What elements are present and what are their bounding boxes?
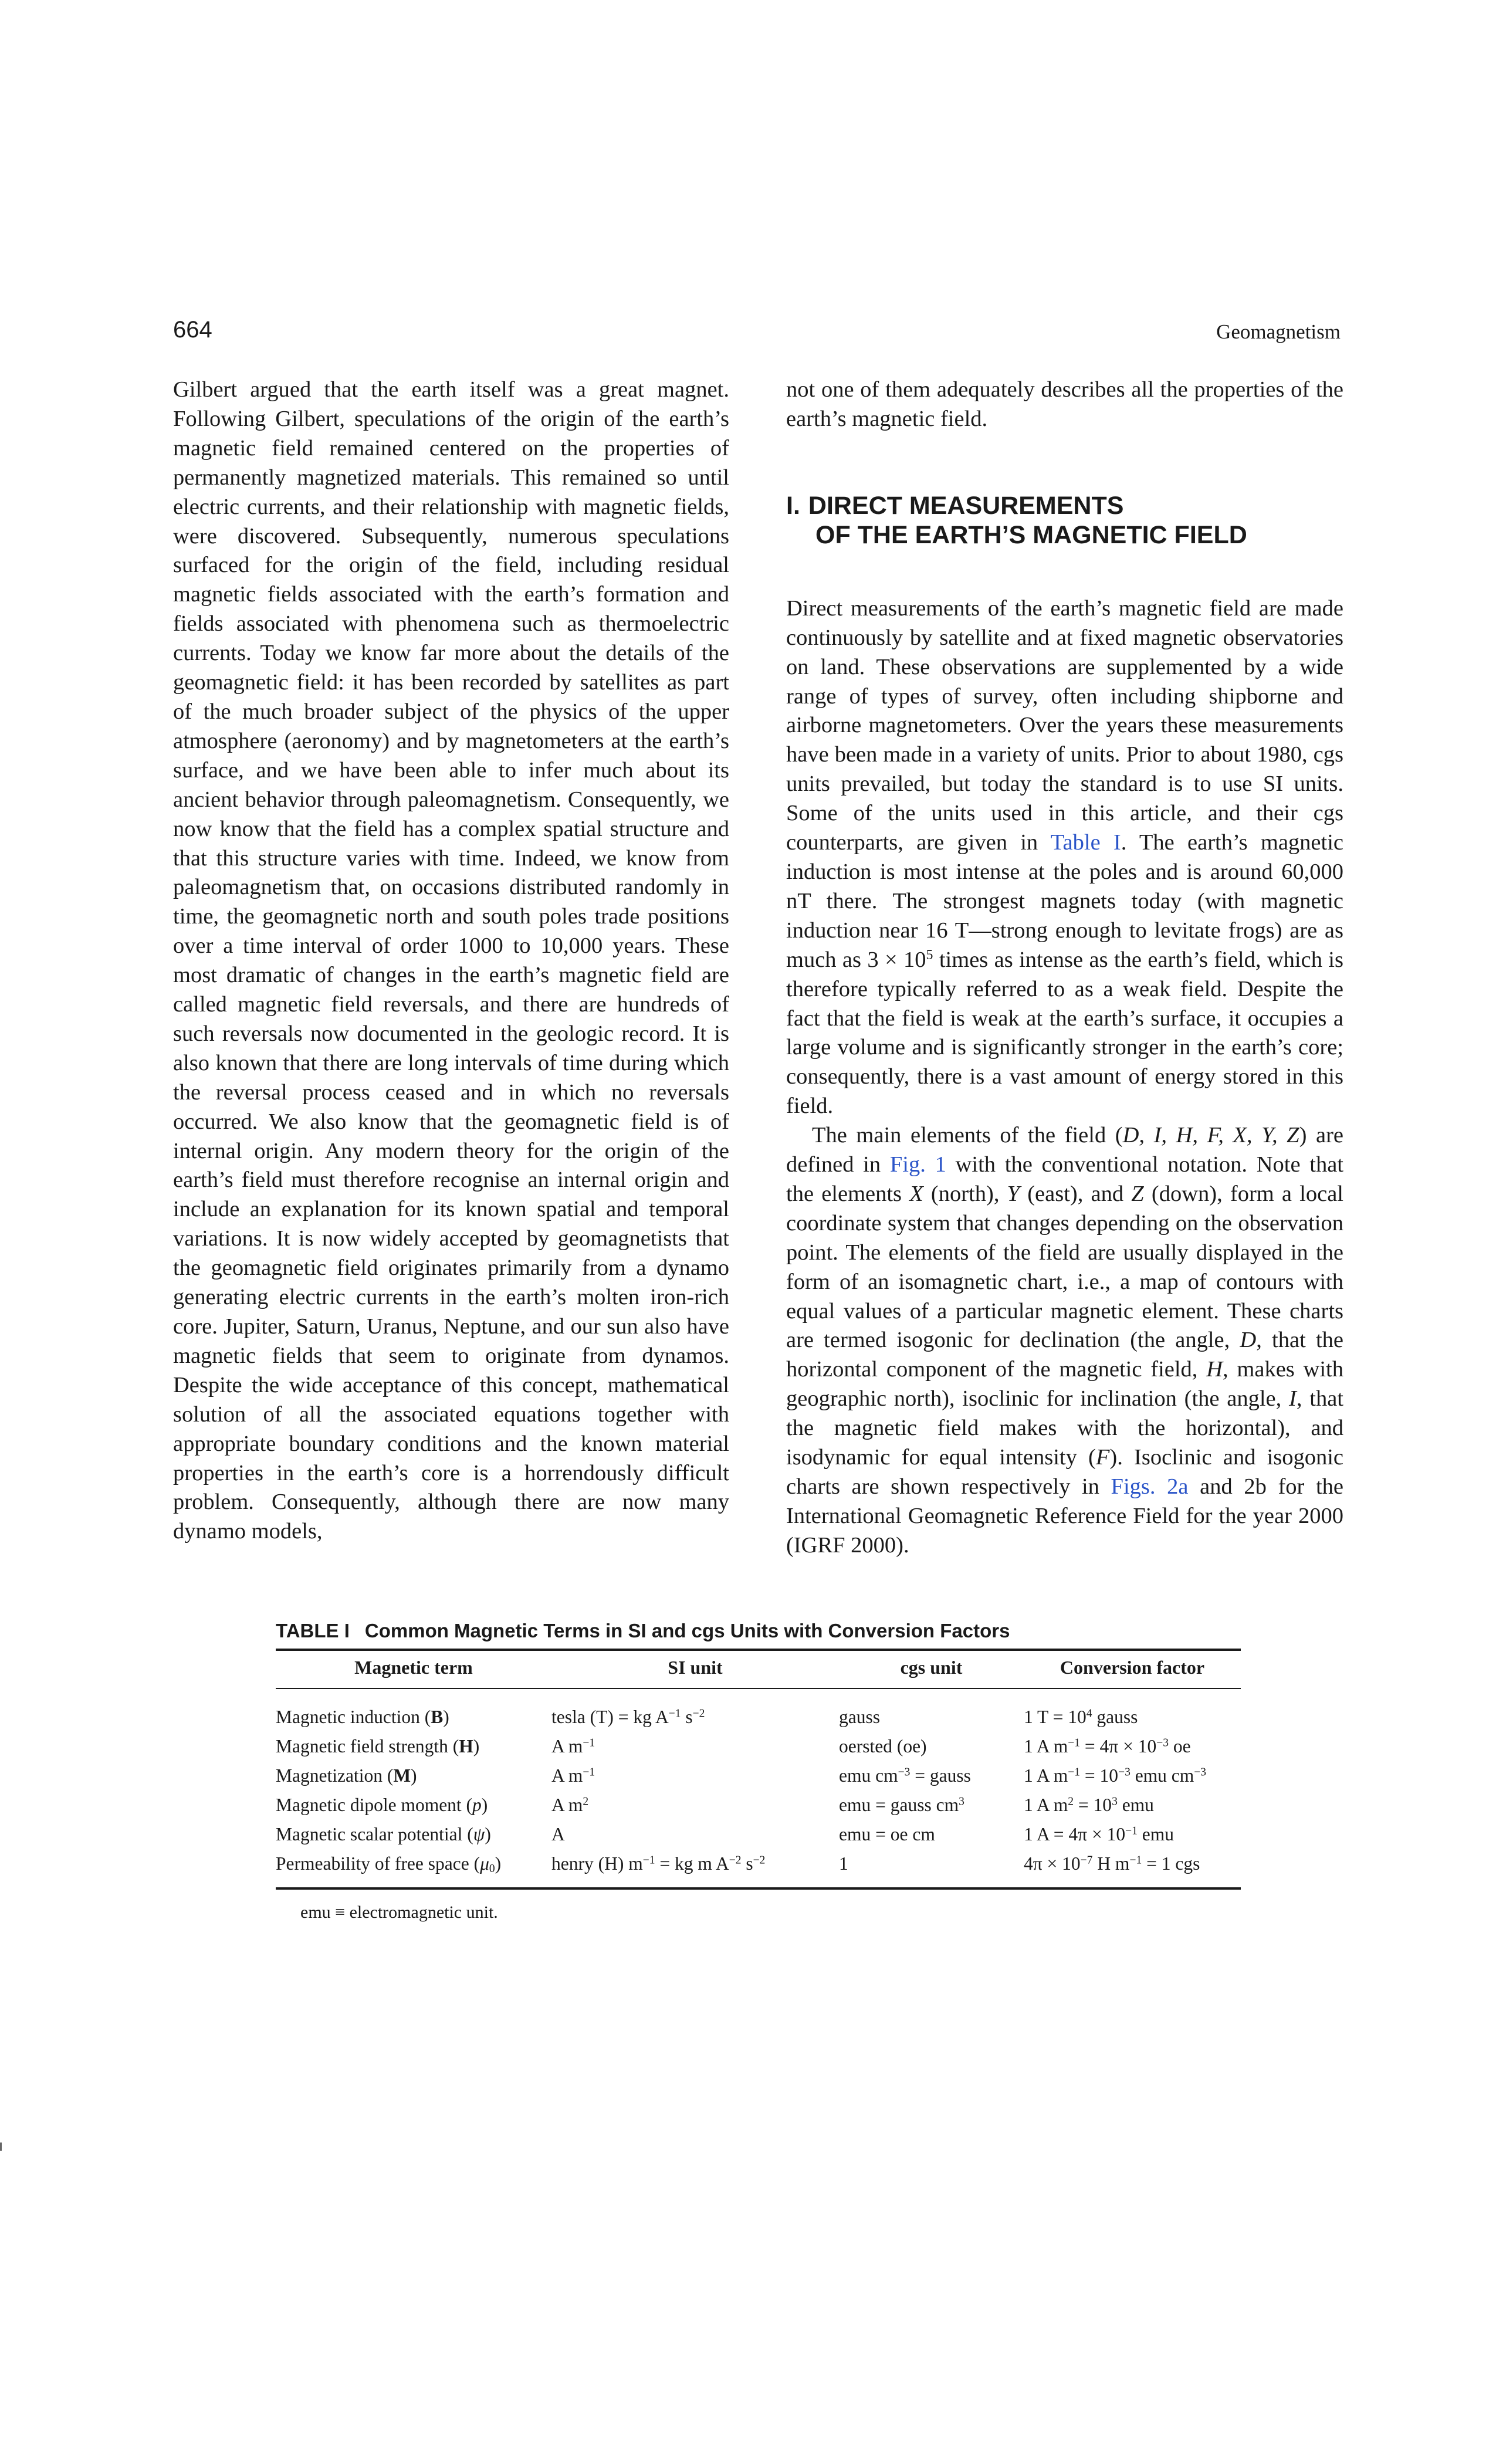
body-paragraph-2: The main elements of the field (D, I, H, F, X, Y, Z) are defined in Fig. 1 with the conventional notation. Note that the elements X (north), Y (east), and Z (down), form a local coordinate system that changes depending on the observation point. The elements of the field are usually displayed in the form of an isomagnetic chart, i.e., a map of contours with equal values of a particular magnetic element. These charts are termed isogonic for declination (the angle, D, that the horizontal component of the magnetic field, H, makes with geographic north), isoclinic for inclination (the angle, I, that the magnetic field makes with the horizontal), and isodynamic for equal intensity (F). Isoclinic and isogonic charts are shown respectively in Figs. 2a and 2b for the International Geomagnetic Reference Field for the year 2000 (IGRF 2000). (786, 1123, 1344, 1558)
cell-si: A $m^2$ (551, 1795, 589, 1815)
cell-conversion: 1 $A = 4\pi \times 10^{-1}$ emu (1024, 1824, 1174, 1844)
body-paragraph: Gilbert argued that the earth itself was a great magnet. Following Gilbert, speculations of the origin of the earth’s magnetic field remained centered on the properties of permanently magnetized materials. This remained so until electric currents, and their relationship with magnetic fields, were discovered. Subsequently, numerous speculations surfaced for the origin of the field, including residual magnetic fields associated with the earth’s formation and fields associated with phenomena such as thermoelectric currents. Today we know far more about the details of the geomagnetic field: it has been recorded by satellites as part of the much broader subject of the physics of the upper atmosphere (aeronomy) and by magnetometers at the earth’s surface, and we have been able to infer much about its ancient behavior through paleomagnetism. Consequently, we now know that the field has a complex spatial structure and that this structure varies with time. Indeed, we know from paleomagnetism that, on occasions distributed randomly in time, the geomagnetic north and south poles trade positions over a time interval of order 1000 to 10,000 years. These most dramatic of changes in the earth’s magnetic field are called magnetic field reversals, and there are hundreds of such reversals now documented in the geologic record. It is also known that there are long intervals of time during which the reversal process ceased and in which no reversals occurred. We also know that the geomagnetic field is of internal origin. Any modern theory for the origin of the earth’s field must therefore recognise an internal origin and include an explanation for its known spatial and temporal variations. It is now widely accepted by geomagnetists that the geomagnetic field originates primarily from a dynamo generating electric currents in the earth’s molten iron-rich core. Jupiter, Saturn, Uranus, Neptune, and our sun also have magnetic fields that seem to originate from dynamos. Despite the wide acceptance of this concept, mathematical solution of all the associated equations together with appropriate boundary conditions and the known material properties in the earth’s core is a horrendously difficult problem. Consequently, although there are now many dynamo models, (173, 377, 729, 1544)
cell-term: Magnetic scalar potential (ψ) (276, 1824, 491, 1844)
table-row (276, 1688, 1241, 1732)
cell-si: A $m^{-1}$ (551, 1736, 595, 1756)
section-heading (786, 491, 1343, 550)
header-magnetic-term: Magnetic term (276, 1650, 551, 1688)
table-header-row (276, 1650, 1241, 1688)
table-caption (276, 1619, 1241, 1643)
cell-cgs: gauss (839, 1707, 880, 1727)
table-footnote: emu ≡ electromagnetic unit. (300, 1903, 498, 1922)
section-number: I. (786, 491, 800, 520)
cell-cgs: emu = oe cm (839, 1824, 935, 1844)
cell-si: A (551, 1824, 565, 1844)
cell-cgs: emu = gauss $cm^3$ (839, 1795, 964, 1815)
cell-term: Magnetic field strength (H) (276, 1736, 480, 1756)
cell-conversion: 1 A $m^{-1} = 10^{-3}$ emu $cm^{-3}$ (1024, 1765, 1207, 1786)
cell-si: tesla (T) = kg $A^{-1}$ $s^{-2}$ (551, 1707, 705, 1727)
cell-conversion: 1 A $m^{-1} = 4\pi \times 10^{-3}$ oe (1024, 1736, 1191, 1756)
cell-cgs: oersted (oe) (839, 1736, 927, 1756)
cell-cgs: 1 (839, 1853, 848, 1874)
left-column (173, 375, 729, 1546)
section-title-line1: DIRECT MEASUREMENTS (808, 491, 1124, 520)
running-head: Geomagnetism (1216, 320, 1341, 343)
cell-conversion: $4\pi \times 10^{-7}$ H $m^{-1} = 1$ cgs (1024, 1853, 1200, 1874)
cell-conversion: 1 $T = 10^4$ gauss (1024, 1707, 1138, 1727)
table-row (276, 1791, 1241, 1820)
body-paragraph-1: Direct measurements of the earth’s magnetic field are made continuously by satellite and at fixed magnetic observatories on land. These observations are supplemented by a wide range of types of survey, often including shipborne and airborne magnetometers. Over the years these measurements have been made in a variety of units. Prior to about 1980, cgs units prevailed, but today the standard is to use SI units. Some of the units used in this article, and their cgs counterparts, are given in Table I. The earth’s magnetic induction is most intense at the poles and is around 60,000 nT there. The strongest magnets today (with magnetic induction near 16 T—strong enough to levitate frogs) are as much as $3 \times 10^5$ times as intense as the earth’s field, which is therefore typically referred to as a weak field. Despite the fact that the field is weak at the earth’s surface, it occupies a large volume and is significantly stronger in the earth’s core; consequently, there is a vast amount of energy stored in this field. (786, 595, 1343, 1119)
right-column (786, 375, 1343, 1561)
figure-2a-link[interactable]: Figs. 2a (1111, 1474, 1189, 1499)
page-number: 664 (173, 317, 212, 343)
cell-term: Permeability of free space $(\mu_0)$ (276, 1853, 502, 1875)
cell-si: A $m^{-1}$ (551, 1765, 595, 1786)
continuation-paragraph: not one of them adequately describes all the properties of the earth’s magnetic field. (786, 377, 1343, 431)
cell-si: henry (H) $m^{-1}$ = kg m $A^{-2}$ $s^{-2}$ (551, 1853, 766, 1874)
cell-term: Magnetic dipole moment (p) (276, 1795, 488, 1815)
table-1-link[interactable]: Table I (1050, 830, 1121, 855)
table-row (276, 1820, 1241, 1849)
header-si-unit: SI unit (551, 1650, 839, 1688)
table-row (276, 1732, 1241, 1761)
section-title-line2: OF THE EARTH’S MAGNETIC FIELD (815, 520, 1247, 549)
scan-edge-mark (0, 2143, 2, 2151)
cell-term: Magnetization (M) (276, 1765, 417, 1786)
cell-cgs: emu $cm^{-3}$ = gauss (839, 1765, 971, 1786)
table-1 (276, 1619, 1241, 1923)
table-row (276, 1761, 1241, 1791)
table-row (276, 1849, 1241, 1888)
cell-conversion: 1 A $m^2 = 10^3$ emu (1024, 1795, 1154, 1815)
cell-term: Magnetic induction (B) (276, 1707, 449, 1727)
header-cgs-unit: cgs unit (839, 1650, 1024, 1688)
figure-1-link[interactable]: Fig. 1 (889, 1152, 946, 1177)
units-table (276, 1649, 1241, 1890)
table-title: Common Magnetic Terms in SI and cgs Units with Conversion Factors (364, 1620, 1010, 1641)
header-conversion-factor: Conversion factor (1024, 1650, 1241, 1688)
table-label: TABLE I (276, 1620, 350, 1641)
